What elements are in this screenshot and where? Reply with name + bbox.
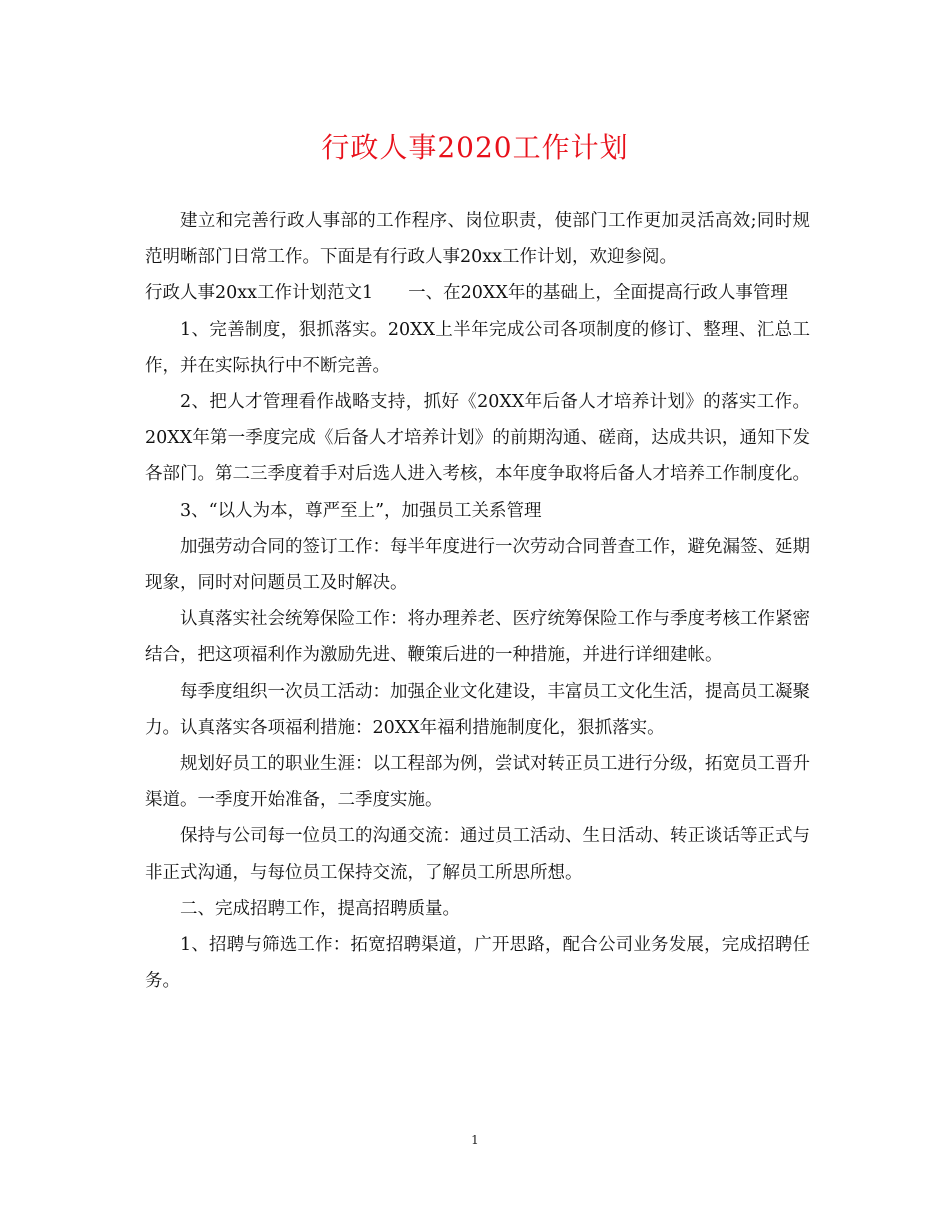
paragraph-intro: 建立和完善行政人事部的工作程序、岗位职责，使部门工作更加灵活高效;同时规范明晰部门日常工作。下面是有行政人事20xx工作计划，欢迎参阅。 xyxy=(145,211,810,268)
paragraph-communication: 保持与公司每一位员工的沟通交流：通过员工活动、生日活动、转正谈话等正式与非正式沟通，与每位员工保持交流，了解员工所思所想。 xyxy=(145,826,810,883)
paragraph-item-2: 2、把人才管理看作战略支持，抓好《20XX年后备人才培养计划》的落实工作。20XX年第一季度完成《后备人才培养计划》的前期沟通、磋商，达成共识，通知下发各部门。第二三季度着手对后选人进入考核，本年度争取将后备人才培养工作制度化。 xyxy=(145,392,810,485)
document-title: 行政人事2020工作计划 xyxy=(321,131,629,164)
paragraph-section-two: 二、完成招聘工作，提高招聘质量。 xyxy=(180,898,460,919)
document-body xyxy=(145,203,810,999)
paragraph-recruitment: 1、招聘与筛选工作：拓宽招聘渠道，广开思路，配合公司业务发展，完成招聘任务。 xyxy=(145,935,810,992)
paragraph-social-insurance: 认真落实社会统筹保险工作：将办理养老、医疗统筹保险工作与季度考核工作紧密结合，把这项福利作为激励先进、鞭策后进的一种措施，并进行详细建帐。 xyxy=(145,609,810,666)
paragraph-section-heading: 行政人事20xx工作计划范文1 一、在20XX年的基础上，全面提高行政人事管理 xyxy=(145,283,788,304)
paragraph-labor-contract: 加强劳动合同的签订工作：每半年度进行一次劳动合同普查工作，避免漏签、延期现象，同时对问题员工及时解决。 xyxy=(145,536,810,594)
paragraph-item-3: 3、“以人为本，尊严至上”，加强员工关系管理 xyxy=(180,500,542,521)
paragraph-career-planning: 规划好员工的职业生涯：以工程部为例，尝试对转正员工进行分级，拓宽员工晋升渠道。一季度开始准备，二季度实施。 xyxy=(145,754,810,811)
paragraph-employee-activity: 每季度组织一次员工活动：加强企业文化建设，丰富员工文化生活，提高员工凝聚力。认真落实各项福利措施：20XX年福利措施制度化，狠抓落实。 xyxy=(145,681,810,738)
page-number: 1 xyxy=(471,1133,479,1147)
paragraph-item-1: 1、完善制度，狠抓落实。20XX上半年完成公司各项制度的修订、整理、汇总工作，并在实际执行中不断完善。 xyxy=(145,319,810,376)
